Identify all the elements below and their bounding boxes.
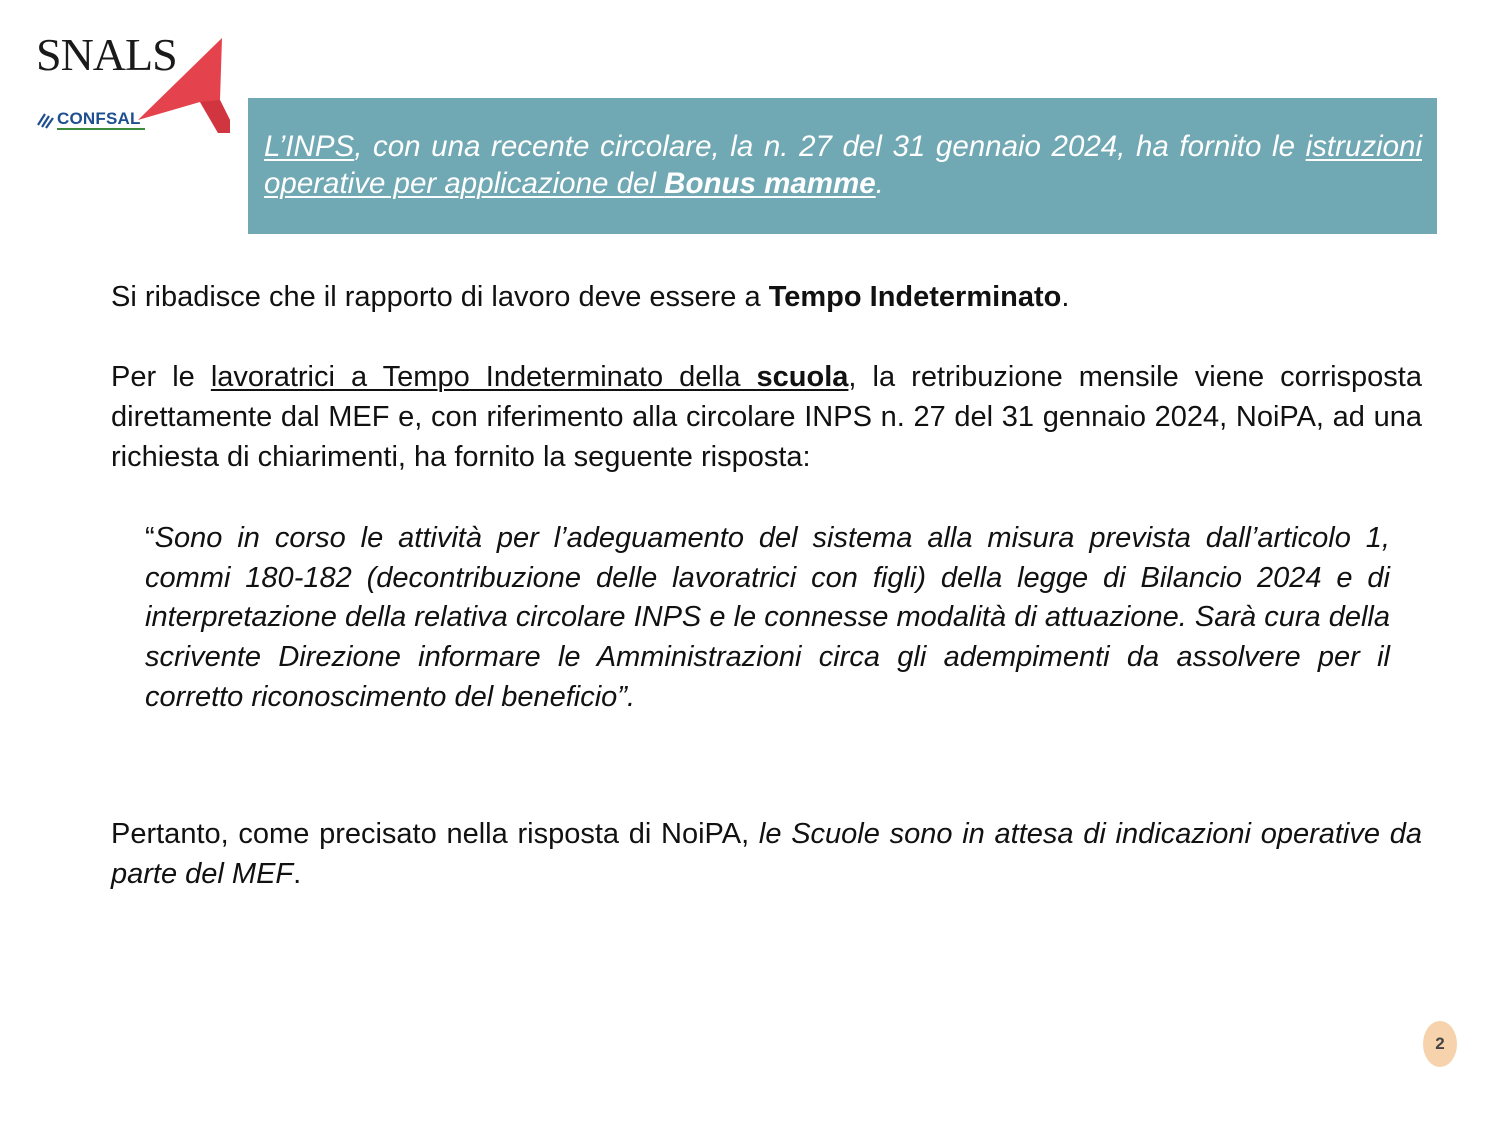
paragraph-conclusion (111, 814, 1422, 894)
paragraph-contract-type (111, 277, 1422, 317)
para2-rest: , la retribuzione mensile viene corrisposta direttamente dal MEF e, con riferimento alla circolare INPS n. 27 del 31 gennaio 2024, NoiPA, ad una richiesta di chiarimenti, ha fornito la seguente risposta: (111, 361, 1422, 473)
banner-text (264, 128, 1422, 202)
para1-end: . (1061, 281, 1070, 313)
para3-italic: le Scuole sono in attesa di indicazioni operative da parte del MEF (111, 818, 1422, 890)
scuola-label: scuola (756, 361, 849, 393)
quote-text: Sono in corso le attività per l’adeguamento del sistema alla misura prevista dall’articolo 1, commi 180-182 (decontribuzione delle lavoratrici con figli) della legge di Bilancio 2024 e di interpretazione della relativa circolare INPS e le connesse modalità di attuazione. Sarà cura della scrivente Direzione informare le Amministrazioni circa gli adempimenti da assolvere per il corretto riconoscimento del beneficio”. (145, 522, 1390, 713)
para3-end: . (293, 858, 302, 890)
page-number-badge: 2 (1423, 1021, 1457, 1067)
quote-open-mark: “ (145, 522, 155, 554)
confsal-swirl-icon (36, 110, 56, 130)
title-banner (248, 98, 1437, 234)
snals-wordmark: SNALS (36, 29, 177, 80)
tempo-indeterminato-label: Tempo Indeterminato (768, 281, 1062, 313)
para3-start: Pertanto, come precisato nella risposta di NoiPA, (111, 818, 759, 850)
confsal-wordmark: CONFSAL (57, 109, 141, 128)
bonus-mamme-label: Bonus mamme (664, 167, 876, 200)
noipa-quote (145, 519, 1390, 718)
banner-middle-text: , con una recente circolare, la n. 27 del 31 gennaio 2024, ha fornito le (354, 130, 1306, 163)
inps-reference: L’INPS (264, 130, 355, 163)
para1-text: Si ribadisce che il rapporto di lavoro deve essere a (111, 281, 769, 313)
para2-start: Per le (111, 361, 211, 393)
para2-underlined-text: lavoratrici a Tempo Indeterminato della (210, 361, 757, 393)
school-workers-underlined (211, 361, 849, 393)
paragraph-school-workers (111, 357, 1422, 477)
banner-link-text: istruzioni operative per applicazione del (264, 130, 1422, 200)
banner-end-punct: . (875, 167, 884, 200)
snals-confsal-logo (30, 30, 240, 140)
confsal-underline (57, 128, 145, 130)
